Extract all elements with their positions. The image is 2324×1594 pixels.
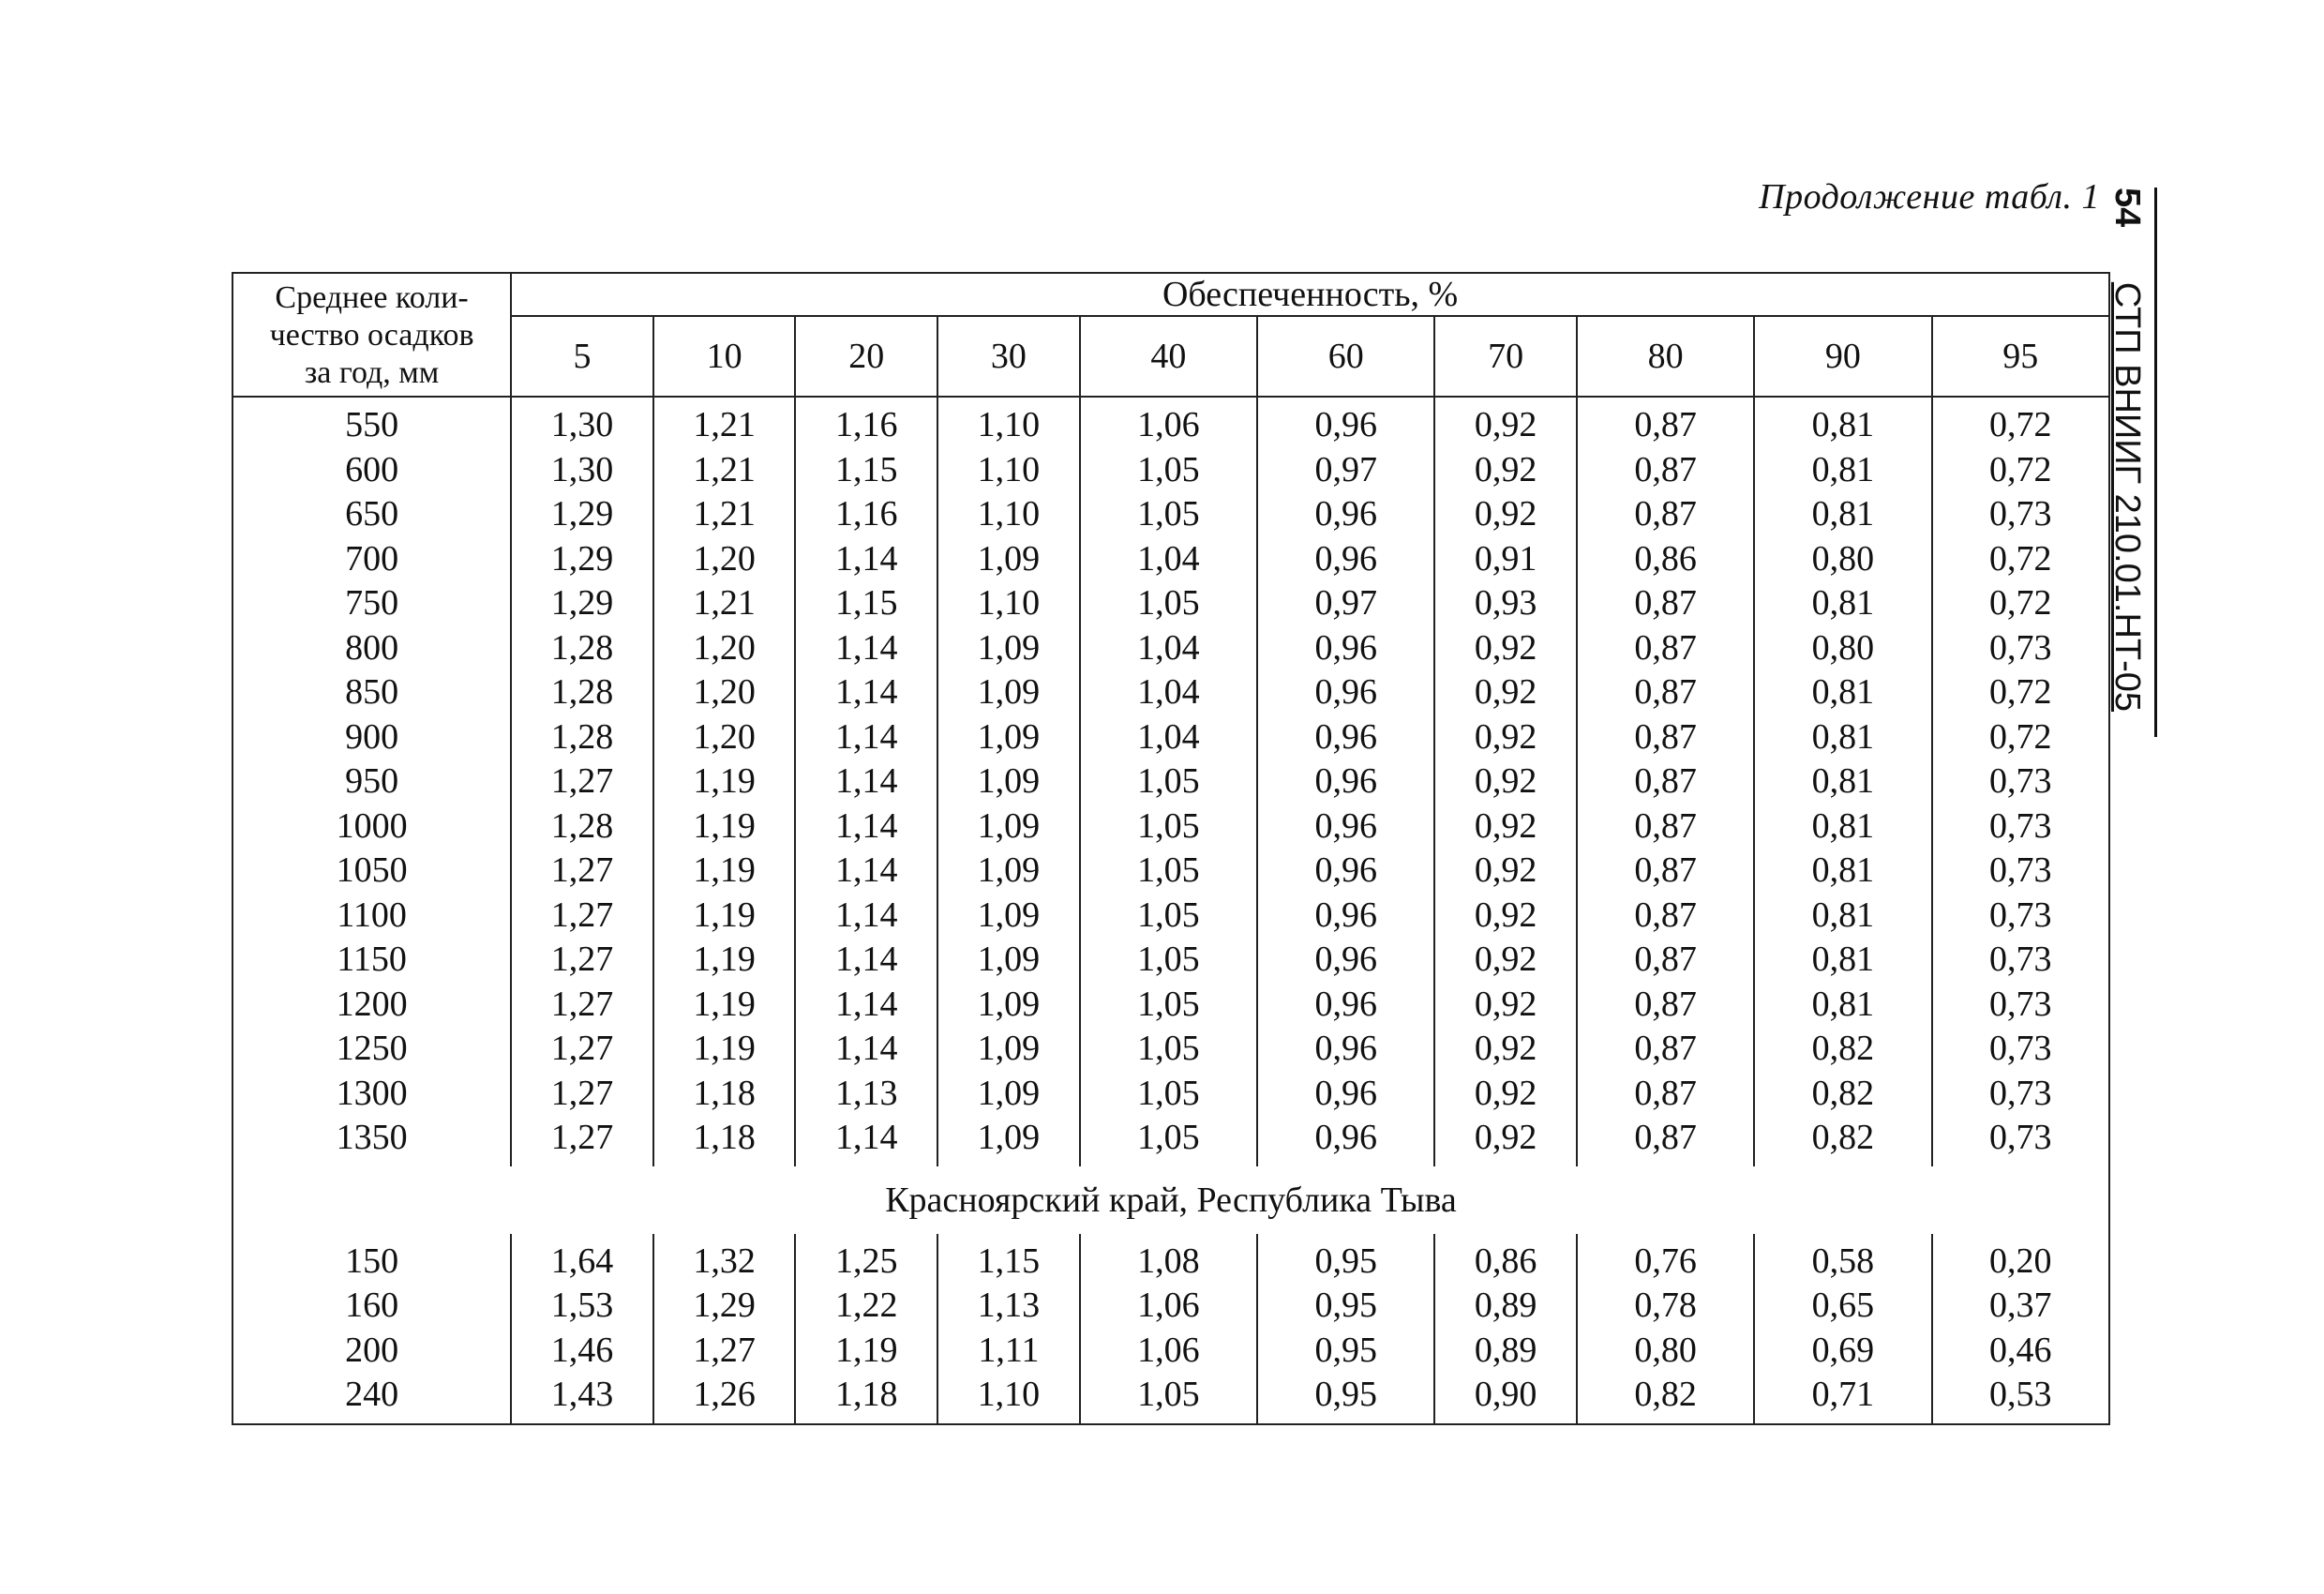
header-col-30: 30 xyxy=(937,316,1080,397)
document-code: СТП ВНИИГ 210.01.НТ-05 xyxy=(2107,281,2147,713)
coefficient-cell: 0,82 xyxy=(1754,1072,1931,1117)
coefficient-cell: 0,92 xyxy=(1434,849,1577,894)
precipitation-cell: 550 xyxy=(232,397,511,448)
table-row xyxy=(232,626,2109,671)
table-row xyxy=(232,715,2109,760)
coefficient-cell: 0,87 xyxy=(1577,670,1754,715)
precipitation-cell: 200 xyxy=(232,1329,511,1374)
coefficient-cell: 0,92 xyxy=(1434,626,1577,671)
coefficient-cell: 1,05 xyxy=(1080,1373,1257,1424)
coefficient-cell: 1,27 xyxy=(511,759,653,805)
coefficient-cell: 1,09 xyxy=(937,1072,1080,1117)
coefficient-cell: 0,73 xyxy=(1932,626,2109,671)
coefficient-cell: 1,28 xyxy=(511,805,653,850)
coefficient-cell: 1,27 xyxy=(511,983,653,1028)
coefficient-cell: 1,27 xyxy=(511,1027,653,1072)
coefficient-cell: 1,16 xyxy=(795,397,937,448)
coefficient-cell: 1,09 xyxy=(937,849,1080,894)
coefficient-cell: 1,05 xyxy=(1080,1072,1257,1117)
coefficient-cell: 1,29 xyxy=(653,1284,796,1329)
coefficient-cell: 0,82 xyxy=(1754,1027,1931,1072)
coefficient-cell: 1,32 xyxy=(653,1234,796,1285)
coefficient-cell: 0,92 xyxy=(1434,1027,1577,1072)
coefficient-cell: 1,08 xyxy=(1080,1234,1257,1285)
precipitation-cell: 850 xyxy=(232,670,511,715)
coefficient-cell: 1,14 xyxy=(795,894,937,939)
coefficient-cell: 0,81 xyxy=(1754,849,1931,894)
coefficient-cell: 0,81 xyxy=(1754,581,1931,626)
table-row xyxy=(232,1234,2109,1285)
coefficient-cell: 0,72 xyxy=(1932,397,2109,448)
coefficient-cell: 1,14 xyxy=(795,670,937,715)
coefficient-cell: 1,09 xyxy=(937,894,1080,939)
coefficient-cell: 1,09 xyxy=(937,1027,1080,1072)
header-col-60: 60 xyxy=(1257,316,1434,397)
coefficient-cell: 0,37 xyxy=(1932,1284,2109,1329)
coefficient-cell: 1,04 xyxy=(1080,537,1257,582)
table-row xyxy=(232,1116,2109,1166)
coefficient-cell: 1,27 xyxy=(511,1072,653,1117)
coefficient-cell: 0,96 xyxy=(1257,1116,1434,1166)
coefficient-cell: 0,95 xyxy=(1257,1234,1434,1285)
coefficient-cell: 0,87 xyxy=(1577,1116,1754,1166)
precipitation-cell: 1200 xyxy=(232,983,511,1028)
header-col-40: 40 xyxy=(1080,316,1257,397)
coefficient-cell: 1,21 xyxy=(653,492,796,537)
coefficient-cell: 0,97 xyxy=(1257,448,1434,493)
coefficient-cell: 0,92 xyxy=(1434,1072,1577,1117)
side-header xyxy=(2107,188,2147,712)
table-caption: Продолжение табл. 1 xyxy=(1759,177,2100,217)
coefficient-cell: 1,10 xyxy=(937,397,1080,448)
coefficient-cell: 0,73 xyxy=(1932,983,2109,1028)
coefficient-cell: 1,20 xyxy=(653,626,796,671)
coefficient-cell: 1,09 xyxy=(937,759,1080,805)
coefficient-cell: 1,05 xyxy=(1080,1116,1257,1166)
coefficient-cell: 1,15 xyxy=(795,581,937,626)
coefficient-cell: 1,09 xyxy=(937,715,1080,760)
precipitation-cell: 650 xyxy=(232,492,511,537)
coefficient-cell: 0,73 xyxy=(1932,805,2109,850)
coefficient-cell: 1,13 xyxy=(795,1072,937,1117)
coefficient-cell: 1,14 xyxy=(795,715,937,760)
coefficient-cell: 0,89 xyxy=(1434,1284,1577,1329)
coefficient-cell: 1,04 xyxy=(1080,715,1257,760)
coefficient-cell: 1,29 xyxy=(511,581,653,626)
header-col-80: 80 xyxy=(1577,316,1754,397)
coefficient-cell: 0,87 xyxy=(1577,805,1754,850)
coefficient-cell: 1,09 xyxy=(937,805,1080,850)
coefficient-cell: 1,19 xyxy=(795,1329,937,1374)
table-region-section xyxy=(232,1166,2109,1234)
precipitation-cell: 160 xyxy=(232,1284,511,1329)
coefficient-cell: 1,27 xyxy=(511,938,653,983)
table-row xyxy=(232,1027,2109,1072)
side-rule xyxy=(2154,188,2157,737)
coefficient-cell: 1,14 xyxy=(795,759,937,805)
coefficient-cell: 0,71 xyxy=(1754,1373,1931,1424)
table-row xyxy=(232,1284,2109,1329)
coefficient-cell: 1,05 xyxy=(1080,1027,1257,1072)
precipitation-cell: 800 xyxy=(232,626,511,671)
coefficient-cell: 0,87 xyxy=(1577,983,1754,1028)
coefficient-cell: 0,93 xyxy=(1434,581,1577,626)
coefficient-cell: 1,20 xyxy=(653,715,796,760)
coefficient-cell: 1,19 xyxy=(653,1027,796,1072)
coefficient-cell: 0,73 xyxy=(1932,938,2109,983)
coefficient-cell: 0,72 xyxy=(1932,537,2109,582)
coefficient-cell: 0,73 xyxy=(1932,894,2109,939)
coefficient-cell: 1,05 xyxy=(1080,938,1257,983)
coefficient-cell: 0,96 xyxy=(1257,983,1434,1028)
coefficient-cell: 0,87 xyxy=(1577,849,1754,894)
precipitation-cell: 150 xyxy=(232,1234,511,1285)
coefficient-cell: 1,14 xyxy=(795,805,937,850)
coefficient-cell: 1,05 xyxy=(1080,849,1257,894)
coefficient-cell: 0,86 xyxy=(1434,1234,1577,1285)
header-col-20: 20 xyxy=(795,316,937,397)
coefficient-cell: 0,96 xyxy=(1257,938,1434,983)
coefficient-cell: 1,10 xyxy=(937,448,1080,493)
header-line: Среднее коли- xyxy=(275,280,469,315)
coefficient-cell: 0,96 xyxy=(1257,894,1434,939)
coefficient-cell: 0,92 xyxy=(1434,759,1577,805)
precipitation-cell: 1150 xyxy=(232,938,511,983)
table-row xyxy=(232,492,2109,537)
coefficient-cell: 0,96 xyxy=(1257,537,1434,582)
coefficient-cell: 1,05 xyxy=(1080,983,1257,1028)
table-row xyxy=(232,1373,2109,1424)
coefficient-cell: 0,81 xyxy=(1754,759,1931,805)
coefficient-cell: 0,97 xyxy=(1257,581,1434,626)
header-col-10: 10 xyxy=(653,316,796,397)
header-line: за год, мм xyxy=(304,355,440,390)
coefficient-cell: 0,20 xyxy=(1932,1234,2109,1285)
precipitation-cell: 900 xyxy=(232,715,511,760)
coefficient-cell: 0,80 xyxy=(1754,537,1931,582)
coefficient-cell: 0,72 xyxy=(1932,581,2109,626)
coefficient-cell: 0,96 xyxy=(1257,715,1434,760)
header-precipitation xyxy=(232,273,511,397)
coefficient-cell: 0,69 xyxy=(1754,1329,1931,1374)
coefficient-cell: 1,28 xyxy=(511,670,653,715)
coefficient-cell: 0,73 xyxy=(1932,759,2109,805)
header-col-5: 5 xyxy=(511,316,653,397)
coefficient-cell: 1,09 xyxy=(937,983,1080,1028)
coefficient-cell: 1,16 xyxy=(795,492,937,537)
coefficient-cell: 0,87 xyxy=(1577,1072,1754,1117)
coefficient-cell: 0,81 xyxy=(1754,397,1931,448)
coefficient-cell: 0,87 xyxy=(1577,397,1754,448)
precipitation-cell: 1350 xyxy=(232,1116,511,1166)
table-row xyxy=(232,983,2109,1028)
coefficient-cell: 0,81 xyxy=(1754,492,1931,537)
coefficient-cell: 0,87 xyxy=(1577,492,1754,537)
coefficient-cell: 1,43 xyxy=(511,1373,653,1424)
region-row xyxy=(232,1166,2109,1234)
coefficient-cell: 1,06 xyxy=(1080,397,1257,448)
table-body-region xyxy=(232,1234,2109,1424)
coefficient-cell: 1,06 xyxy=(1080,1284,1257,1329)
table-row xyxy=(232,581,2109,626)
coefficient-cell: 1,18 xyxy=(653,1116,796,1166)
precipitation-cell: 950 xyxy=(232,759,511,805)
coefficient-cell: 0,81 xyxy=(1754,715,1931,760)
coefficient-cell: 1,09 xyxy=(937,626,1080,671)
coefficient-cell: 1,14 xyxy=(795,1116,937,1166)
coefficient-cell: 0,96 xyxy=(1257,1027,1434,1072)
coefficient-cell: 1,29 xyxy=(511,537,653,582)
coefficient-cell: 1,09 xyxy=(937,1116,1080,1166)
table-row xyxy=(232,397,2109,448)
coefficient-cell: 0,96 xyxy=(1257,626,1434,671)
coefficient-cell: 0,87 xyxy=(1577,626,1754,671)
coefficient-cell: 1,14 xyxy=(795,938,937,983)
page-number: 54 xyxy=(2107,188,2147,228)
coefficient-cell: 0,73 xyxy=(1932,1072,2109,1117)
coefficient-cell: 0,90 xyxy=(1434,1373,1577,1424)
coefficient-cell: 1,30 xyxy=(511,397,653,448)
coefficient-cell: 0,96 xyxy=(1257,805,1434,850)
precipitation-cell: 240 xyxy=(232,1373,511,1424)
coefficient-cell: 0,92 xyxy=(1434,1116,1577,1166)
table-row xyxy=(232,1329,2109,1374)
coefficient-cell: 1,27 xyxy=(653,1329,796,1374)
coefficient-cell: 1,05 xyxy=(1080,894,1257,939)
coefficient-cell: 1,14 xyxy=(795,849,937,894)
coefficient-cell: 0,95 xyxy=(1257,1284,1434,1329)
table-row xyxy=(232,670,2109,715)
coefficient-cell: 1,27 xyxy=(511,894,653,939)
coefficient-cell: 1,19 xyxy=(653,983,796,1028)
coefficient-cell: 0,73 xyxy=(1932,492,2109,537)
coefficient-cell: 0,92 xyxy=(1434,983,1577,1028)
coefficient-cell: 0,58 xyxy=(1754,1234,1931,1285)
coefficient-cell: 1,21 xyxy=(653,581,796,626)
coefficient-cell: 0,73 xyxy=(1932,849,2109,894)
header-line: чество осадков xyxy=(269,318,474,353)
coefficient-cell: 0,73 xyxy=(1932,1116,2109,1166)
header-col-95: 95 xyxy=(1932,316,2109,397)
header-probability-columns xyxy=(232,316,2109,397)
coefficient-cell: 0,89 xyxy=(1434,1329,1577,1374)
coefficient-cell: 1,19 xyxy=(653,894,796,939)
precipitation-cell: 1050 xyxy=(232,849,511,894)
precipitation-cell: 1300 xyxy=(232,1072,511,1117)
coefficient-cell: 1,09 xyxy=(937,938,1080,983)
coefficient-cell: 0,87 xyxy=(1577,581,1754,626)
coefficient-cell: 1,27 xyxy=(511,1116,653,1166)
coefficient-cell: 0,53 xyxy=(1932,1373,2109,1424)
table-row xyxy=(232,1072,2109,1117)
precipitation-cell: 1100 xyxy=(232,894,511,939)
coefficient-cell: 1,14 xyxy=(795,1027,937,1072)
coefficient-cell: 0,80 xyxy=(1754,626,1931,671)
coefficient-cell: 0,81 xyxy=(1754,938,1931,983)
region-title: Красноярский край, Республика Тыва xyxy=(232,1166,2109,1234)
coefficient-cell: 0,72 xyxy=(1932,448,2109,493)
header-col-90: 90 xyxy=(1754,316,1931,397)
coefficient-cell: 1,64 xyxy=(511,1234,653,1285)
precipitation-cell: 700 xyxy=(232,537,511,582)
coefficient-cell: 0,81 xyxy=(1754,448,1931,493)
coefficient-cell: 0,92 xyxy=(1434,938,1577,983)
coefficient-cell: 0,92 xyxy=(1434,397,1577,448)
coefficient-cell: 0,92 xyxy=(1434,894,1577,939)
coefficient-cell: 0,92 xyxy=(1434,715,1577,760)
coefficient-cell: 0,82 xyxy=(1754,1116,1931,1166)
table-row xyxy=(232,894,2109,939)
coefficient-cell: 0,80 xyxy=(1577,1329,1754,1374)
coefficient-cell: 0,78 xyxy=(1577,1284,1754,1329)
coefficient-cell: 1,26 xyxy=(653,1373,796,1424)
coefficient-cell: 0,86 xyxy=(1577,537,1754,582)
coefficient-cell: 1,21 xyxy=(653,397,796,448)
coefficient-cell: 0,92 xyxy=(1434,670,1577,715)
coefficient-cell: 0,87 xyxy=(1577,759,1754,805)
coefficient-cell: 1,20 xyxy=(653,537,796,582)
coefficient-cell: 1,05 xyxy=(1080,492,1257,537)
coefficient-cell: 1,14 xyxy=(795,983,937,1028)
coefficient-cell: 1,19 xyxy=(653,849,796,894)
coefficient-cell: 0,81 xyxy=(1754,805,1931,850)
coefficient-cell: 1,14 xyxy=(795,537,937,582)
table-row xyxy=(232,448,2109,493)
coefficient-cell: 1,05 xyxy=(1080,448,1257,493)
coefficient-cell: 1,53 xyxy=(511,1284,653,1329)
coefficient-cell: 0,96 xyxy=(1257,397,1434,448)
coefficient-cell: 1,09 xyxy=(937,537,1080,582)
coefficient-cell: 1,04 xyxy=(1080,626,1257,671)
coefficient-cell: 1,20 xyxy=(653,670,796,715)
coefficient-cell: 1,05 xyxy=(1080,581,1257,626)
table-row xyxy=(232,805,2109,850)
coefficient-cell: 0,81 xyxy=(1754,670,1931,715)
coefficient-cell: 0,91 xyxy=(1434,537,1577,582)
coefficient-cell: 0,46 xyxy=(1932,1329,2109,1374)
coefficient-cell: 0,81 xyxy=(1754,894,1931,939)
header-probability-group: Обеспеченность, % xyxy=(511,273,2109,316)
coefficient-cell: 0,76 xyxy=(1577,1234,1754,1285)
table-body-main xyxy=(232,397,2109,1166)
coefficient-cell: 0,95 xyxy=(1257,1329,1434,1374)
table-row xyxy=(232,938,2109,983)
coefficient-cell: 1,46 xyxy=(511,1329,653,1374)
coefficient-cell: 1,25 xyxy=(795,1234,937,1285)
coefficient-cell: 0,87 xyxy=(1577,448,1754,493)
coefficient-cell: 0,87 xyxy=(1577,894,1754,939)
coefficient-cell: 1,05 xyxy=(1080,759,1257,805)
precipitation-cell: 750 xyxy=(232,581,511,626)
coefficient-cell: 1,06 xyxy=(1080,1329,1257,1374)
coefficient-cell: 0,96 xyxy=(1257,849,1434,894)
coefficient-cell: 0,65 xyxy=(1754,1284,1931,1329)
table-row xyxy=(232,849,2109,894)
coefficient-cell: 0,96 xyxy=(1257,492,1434,537)
header-col-70: 70 xyxy=(1434,316,1577,397)
coefficient-cell: 1,29 xyxy=(511,492,653,537)
coefficient-cell: 0,72 xyxy=(1932,670,2109,715)
coefficient-cell: 0,96 xyxy=(1257,1072,1434,1117)
coefficient-cell: 1,19 xyxy=(653,759,796,805)
coefficient-cell: 0,92 xyxy=(1434,805,1577,850)
coefficient-cell: 0,87 xyxy=(1577,938,1754,983)
side-margin xyxy=(2107,188,2166,750)
coefficient-cell: 1,18 xyxy=(795,1373,937,1424)
coefficient-cell: 1,28 xyxy=(511,626,653,671)
coefficient-cell: 1,11 xyxy=(937,1329,1080,1374)
coefficient-cell: 1,19 xyxy=(653,805,796,850)
coefficient-cell: 1,21 xyxy=(653,448,796,493)
coefficient-cell: 1,13 xyxy=(937,1284,1080,1329)
coefficient-cell: 1,04 xyxy=(1080,670,1257,715)
coefficient-cell: 1,10 xyxy=(937,581,1080,626)
coefficient-cell: 1,10 xyxy=(937,1373,1080,1424)
precipitation-cell: 1250 xyxy=(232,1027,511,1072)
coefficient-cell: 0,87 xyxy=(1577,715,1754,760)
coefficient-cell: 1,15 xyxy=(937,1234,1080,1285)
coefficient-cell: 0,87 xyxy=(1577,1027,1754,1072)
coefficient-cell: 1,22 xyxy=(795,1284,937,1329)
coefficient-cell: 0,73 xyxy=(1932,1027,2109,1072)
coefficient-cell: 0,95 xyxy=(1257,1373,1434,1424)
precipitation-cell: 1000 xyxy=(232,805,511,850)
coefficient-cell: 1,28 xyxy=(511,715,653,760)
coefficient-cell: 1,19 xyxy=(653,938,796,983)
data-table xyxy=(232,272,2110,1425)
precipitation-cell: 600 xyxy=(232,448,511,493)
coefficient-cell: 0,92 xyxy=(1434,448,1577,493)
coefficient-cell: 1,30 xyxy=(511,448,653,493)
table-row xyxy=(232,537,2109,582)
coefficient-cell: 0,82 xyxy=(1577,1373,1754,1424)
coefficient-cell: 1,09 xyxy=(937,670,1080,715)
coefficient-cell: 1,14 xyxy=(795,626,937,671)
coefficient-cell: 0,81 xyxy=(1754,983,1931,1028)
coefficient-cell: 0,96 xyxy=(1257,759,1434,805)
coefficient-cell: 1,27 xyxy=(511,849,653,894)
coefficient-cell: 1,15 xyxy=(795,448,937,493)
coefficient-cell: 0,92 xyxy=(1434,492,1577,537)
table-row xyxy=(232,759,2109,805)
coefficient-cell: 1,05 xyxy=(1080,805,1257,850)
coefficient-cell: 0,96 xyxy=(1257,670,1434,715)
coefficient-cell: 0,72 xyxy=(1932,715,2109,760)
coefficient-cell: 1,18 xyxy=(653,1072,796,1117)
coefficient-cell: 1,10 xyxy=(937,492,1080,537)
